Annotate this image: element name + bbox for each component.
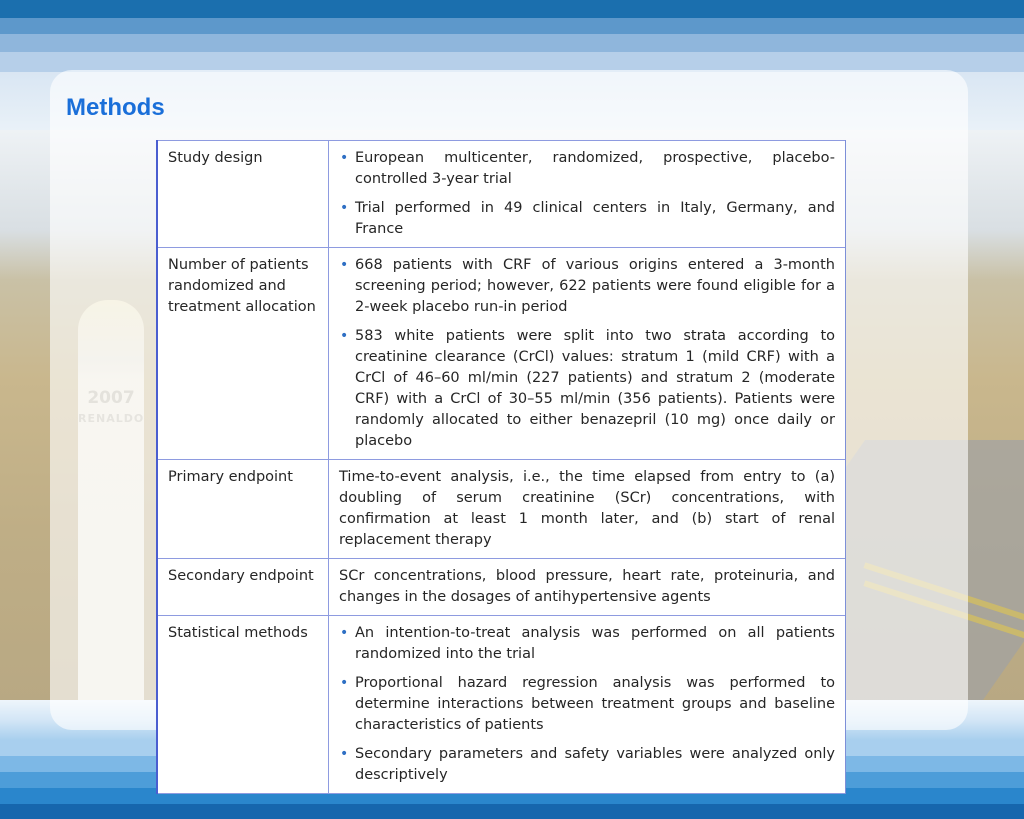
row-content — [329, 141, 846, 248]
row-content — [329, 559, 846, 616]
row-label: Number of patients randomized and treatment allocation — [158, 248, 329, 460]
bullet-list — [339, 623, 835, 786]
row-content — [329, 460, 846, 559]
row-text: Time-to-event analysis, i.e., the time elapsed from entry to (a) doubling of serum creatinine (SCr) concentrations, with confirmation at least 1 month later, and (b) start of renal replacement therapy — [339, 469, 835, 548]
row-label: Study design — [158, 141, 329, 248]
row-label: Primary endpoint — [158, 460, 329, 559]
list-item: • 668 patients with CRF of various origins entered a 3-month screening period; however, 622 patients were found eligible for a 2-week placebo run-in period — [339, 255, 835, 318]
table-row — [158, 616, 845, 794]
table-row — [158, 141, 845, 248]
table-row — [158, 559, 845, 616]
bullet-list — [339, 255, 835, 452]
bullet-list — [339, 148, 835, 240]
list-item: • European multicenter, randomized, prospective, placebo-controlled 3-year trial — [339, 148, 835, 190]
slide-title: Methods — [66, 94, 165, 121]
row-label: Statistical methods — [158, 616, 329, 794]
row-text: SCr concentrations, blood pressure, heart rate, proteinuria, and changes in the dosages of antihypertensive agents — [339, 568, 835, 605]
table-row — [158, 460, 845, 559]
list-item: • Secondary parameters and safety variables were analyzed only descriptively — [339, 744, 835, 786]
methods-table — [156, 140, 846, 794]
list-item: • An intention-to-treat analysis was performed on all patients randomized into the trial — [339, 623, 835, 665]
list-item: • 583 white patients were split into two strata according to creatinine clearance (CrCl) values: stratum 1 (mild CRF) with a CrCl of 46–60 ml/min (227 patients) and stratum 2 (moderate CRF) with a CrCl of 30–55 ml/min (356 patients). Patients were randomly allocated to either benazepril (10 mg) once daily or placebo — [339, 326, 835, 452]
row-label: Secondary endpoint — [158, 559, 329, 616]
table-row — [158, 248, 845, 460]
row-content — [329, 248, 846, 460]
row-content — [329, 616, 846, 794]
list-item: • Proportional hazard regression analysis was performed to determine interactions between treatment groups and baseline characteristics of patients — [339, 673, 835, 736]
list-item: • Trial performed in 49 clinical centers in Italy, Germany, and France — [339, 198, 835, 240]
